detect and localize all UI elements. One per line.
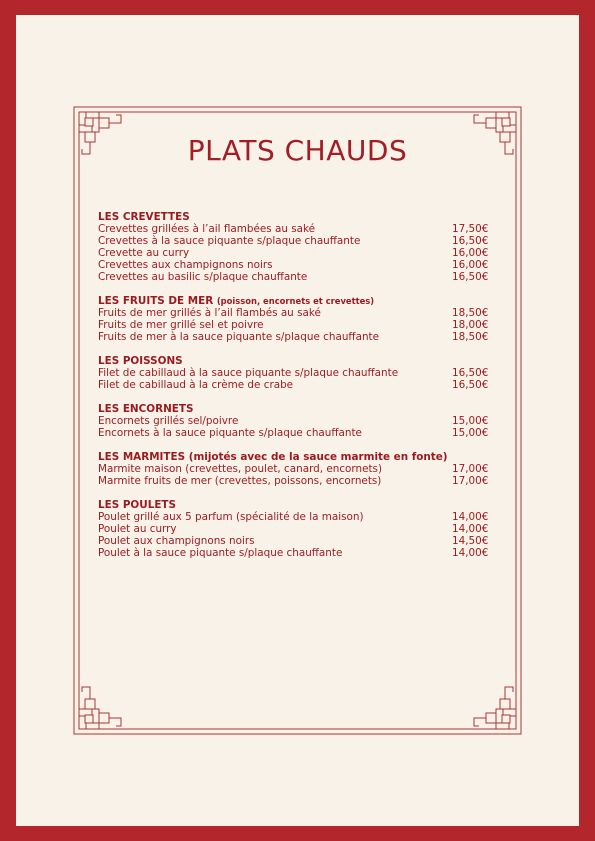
menu-section <box>98 355 498 391</box>
menu-section <box>98 403 498 439</box>
dish-name: Crevettes au basilic s/plaque chauffante <box>98 271 308 283</box>
menu-section <box>98 295 498 343</box>
dish-price: 16,50€ <box>452 367 489 379</box>
dish-price: 16,00€ <box>452 259 489 271</box>
dish-price: 15,00€ <box>452 427 489 439</box>
dish-price: 18,50€ <box>452 331 489 343</box>
dish-name: Encornets grillés sel/poivre <box>98 415 239 427</box>
dish-price: 14,50€ <box>452 535 489 547</box>
dish-name: Encornets à la sauce piquante s/plaque chauffante <box>98 427 362 439</box>
section-title <box>98 211 498 223</box>
dish-price: 16,00€ <box>452 247 489 259</box>
menu-list <box>98 211 498 571</box>
dish-name: Crevette au curry <box>98 247 190 259</box>
section-title <box>98 355 498 367</box>
dish-price: 17,50€ <box>452 223 489 235</box>
dish-name: Fruits de mer à la sauce piquante s/plaque chauffante <box>98 331 379 343</box>
dish-price: 16,50€ <box>452 271 489 283</box>
menu-item <box>98 367 498 379</box>
menu-item <box>98 223 498 235</box>
section-title-text: LES FRUITS DE MER <box>98 295 214 307</box>
menu-item <box>98 523 498 535</box>
menu-item <box>98 415 498 427</box>
menu-item <box>98 307 498 319</box>
menu-item <box>98 247 498 259</box>
section-title <box>98 499 498 511</box>
dish-price: 16,50€ <box>452 379 489 391</box>
dish-name: Fruits de mer grillés à l’ail flambés au saké <box>98 307 321 319</box>
menu-item <box>98 463 498 475</box>
menu-item <box>98 547 498 559</box>
menu-item <box>98 427 498 439</box>
dish-price: 17,00€ <box>452 475 489 487</box>
menu-item <box>98 511 498 523</box>
dish-price: 16,50€ <box>452 235 489 247</box>
menu-item <box>98 235 498 247</box>
dish-name: Filet de cabillaud à la sauce piquante s/plaque chauffante <box>98 367 399 379</box>
section-title-text: LES POISSONS <box>98 355 183 367</box>
dish-name: Poulet à la sauce piquante s/plaque chauffante <box>98 547 343 559</box>
section-title <box>98 295 498 307</box>
menu-section <box>98 499 498 559</box>
dish-name: Poulet au curry <box>98 523 177 535</box>
dish-name: Marmite fruits de mer (crevettes, poissons, encornets) <box>98 475 382 487</box>
menu-item <box>98 475 498 487</box>
section-title-text: LES MARMITES (mijotés avec de la sauce marmite en fonte) <box>98 451 448 463</box>
dish-name: Fruits de mer grillé sel et poivre <box>98 319 264 331</box>
dish-name: Poulet grillé aux 5 parfum (spécialité de la maison) <box>98 511 364 523</box>
dish-name: Filet de cabillaud à la crème de crabe <box>98 379 294 391</box>
section-title-text: LES POULETS <box>98 499 176 511</box>
dish-price: 15,00€ <box>452 415 489 427</box>
menu-section <box>98 451 498 487</box>
dish-price: 17,00€ <box>452 463 489 475</box>
dish-price: 18,00€ <box>452 319 489 331</box>
menu-section <box>98 211 498 283</box>
dish-name: Crevettes aux champignons noirs <box>98 259 273 271</box>
dish-price: 14,00€ <box>452 511 489 523</box>
menu-page <box>16 15 579 826</box>
page-title: PLATS CHAUDS <box>187 134 408 167</box>
section-title <box>98 403 498 415</box>
dish-name: Crevettes grillées à l’ail flambées au saké <box>98 223 316 235</box>
dish-name: Poulet aux champignons noirs <box>98 535 255 547</box>
dish-price: 18,50€ <box>452 307 489 319</box>
dish-price: 14,00€ <box>452 547 489 559</box>
dish-name: Crevettes à la sauce piquante s/plaque chauffante <box>98 235 361 247</box>
menu-item <box>98 379 498 391</box>
menu-item <box>98 271 498 283</box>
menu-item <box>98 535 498 547</box>
section-title <box>98 451 498 463</box>
menu-item <box>98 331 498 343</box>
dish-price: 14,00€ <box>452 523 489 535</box>
menu-item <box>98 259 498 271</box>
dish-name: Marmite maison (crevettes, poulet, canard, encornets) <box>98 463 383 475</box>
section-note: (poisson, encornets et crevettes) <box>216 296 375 306</box>
section-title-text: LES CREVETTES <box>98 211 190 223</box>
menu-item <box>98 319 498 331</box>
section-title-text: LES ENCORNETS <box>98 403 194 415</box>
